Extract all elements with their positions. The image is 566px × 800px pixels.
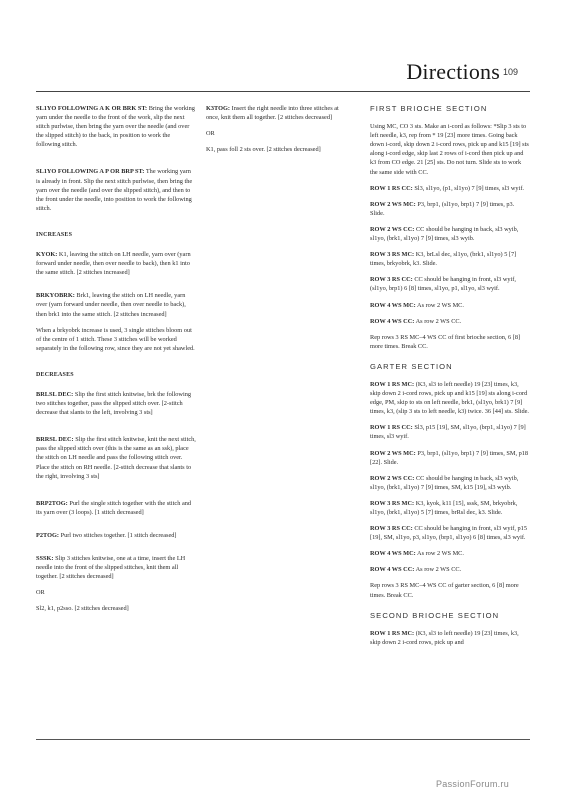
column-middle (206, 104, 352, 161)
definition-brkyobrk: BRKYOBRK: Brk1, leaving the stitch on LH needle, yarn over (yarn forward under needle, then over needle to back), then brk1 into the same stitch. [2 stitches increased] (36, 292, 186, 318)
definition-sl1yo-knit: SL1YO FOLLOWING A K OR BRK ST: Bring the working yarn under the needle to the front of the work, slip the next stitch purlwise, then bring the yarn over the needle (and over the slipped stitch) to the back, in position to work the following stitch. (36, 105, 195, 149)
or-label: OR (206, 130, 215, 138)
column-right (370, 104, 530, 654)
instruction-row: ROW 3 RS MC: K3, kyok, k11 [15], sssk, SM, brkyobrk, sl1yo, (brk1, sl1yo) 5 [7] times, brRsl dec, k3. Slide. (370, 499, 518, 516)
instruction-row: ROW 4 WS MC: As row 2 WS MC. (370, 301, 464, 309)
instruction-row: ROW 4 WS CC: As row 2 WS CC. (370, 317, 462, 325)
instruction-row: ROW 3 RS CC: CC should be hanging in front, sl3 wyif, (sl1yo, brp1) 6 [8] times, sl1yo, p1, sl1yo, sl3 wyif. (370, 276, 516, 293)
instruction-row: ROW 2 WS MC: P3, brp1, (sl1yo, brp1) 7 [9] times, p3. Slide. (370, 200, 515, 217)
definition-p2tog: P2TOG: Purl two stitches together. [1 stitch decreased] (36, 531, 177, 539)
instruction-row: ROW 1 RS MC: (K3, sl3 to left needle) 19 [23] times, k3, skip down 2 i-cord rows, pick up and (370, 629, 519, 646)
instruction-row: ROW 1 RS CC: Sl3, p15 [19], SM, sl1yo, (brp1, sl1yo) 7 [9] times, sl3 wyif. (370, 424, 526, 441)
watermark: PassionForum.ru (436, 779, 510, 789)
instruction-row: ROW 3 RS MC: K3, brLsl dec, sl1yo, (brk1, sl1yo) 5 [7] times, brkyobrk, k3. Slide. (370, 251, 517, 268)
instruction-row: ROW 3 RS CC: CC should be hanging in front, sl3 wyif, p15 [19], SM, sl1yo, p3, sl1yo, (brp1, sl1yo) 6 [8] times, sl3 wyif. (370, 525, 527, 542)
instruction-row: ROW 4 WS MC: As row 2 WS MC. (370, 550, 464, 558)
section-heading-first-brioche: FIRST BRIOCHE SECTION (370, 104, 488, 113)
header-rule (36, 91, 530, 92)
definition-brp2tog: BRP2TOG: Purl the single stitch together with the stitch and its yarn over (3 loops). [1 stitch decreased] (36, 499, 192, 516)
page-title: Directions (406, 59, 500, 84)
definition-sssk: SSSK: Slip 3 stitches knitwise, one at a time, insert the LH needle into the front of the slipped stitches, knit them all together. [2 stitches decreased] (36, 555, 186, 581)
instruction-row: ROW 2 WS CC: CC should be hanging in back, sl3 wyib, sl1yo, (brk1, sl1yo) 7 [9] times, sl3 wyib. (370, 225, 519, 243)
instruction-row: ROW 2 WS MC: P3, brp1, (sl1yo, brp1) 7 [9] times, SM, p18 [22]. Slide. (370, 449, 529, 466)
instruction-row: ROW 2 WS CC: CC should be hanging in back, sl3 wyib, sl1yo, (brk1, sl1yo) 7 [9] times, SM, k15 [19], sl3 wyib. (370, 474, 519, 491)
instruction-row: ROW 4 WS CC: As row 2 WS CC. (370, 566, 462, 574)
first-brioche-intro: Using MC, CO 3 sts. Make an i-cord as follows: *Slip 3 sts to left needle, k3, rep from * 19 [23] more times. Going back down i-cord, skip down 2 i-cord rows, pick up and k15 [19] sts along i-cord edge, skip last 2 rows of i-cord then pick up and k3 from CO edge. 21 [25] sts. Do not turn. Slide sts to work the same side with CC. (370, 123, 529, 176)
or-label: OR (36, 589, 45, 597)
definition-sssk-alt: Sl2, k1, p2sso. [2 stitches decreased] (36, 605, 129, 613)
definition-k3tog-alt: K1, pass foll 2 sts over. [2 stitches decreased] (206, 146, 321, 154)
instruction-row: ROW 1 RS CC: Sl3, sl1yo, (p1, sl1yo) 7 [9] times, sl3 wyif. (370, 184, 524, 192)
garter-outro: Rep rows 3 RS MC–4 WS CC of garter section, 6 [8] more times. Break CC. (370, 582, 519, 599)
page-number: 109 (503, 67, 519, 77)
definition-sl1yo-purl: SL1YO FOLLOWING A P OR BRP ST: The working yarn is already in front. Slip the next stitch purlwise, then bring the yarn over the needle (and over the slipped stitch), and then to the front under the needle, into position to work the following stitch. (36, 168, 193, 212)
definition-brrsl-dec: BRRSL DEC: Slip the first stitch knitwise, knit the next stitch, pass the slipped stitch over (this is the same as an ssk), place the stitch on LH needle and pass the following stitch over. Place the stitch on RH needle. [2-stitch decrease that slants to the right, involving 3 sts] (36, 436, 196, 480)
brkyobrk-note: When a brkyobrk increase is used, 3 single stitches bloom out of the centre of 1 stitch. These 3 stitches will be worked separately in the following row, since they are not yet shawled. (36, 326, 195, 352)
definition-k3tog: K3TOG: Insert the right needle into three stitches at once, knit them all together. [2 stitches decreased] (206, 105, 339, 122)
definition-kyok: KYOK: K1, leaving the stitch on LH needle, yarn over (yarn forward under needle, then over needle to back), then k1 into the same stitch. [2 stitches increased] (36, 251, 191, 277)
increases-heading: INCREASES (36, 231, 73, 238)
footer-rule (36, 739, 530, 740)
first-brioche-outro: Rep rows 3 RS MC–4 WS CC of first brioche section, 6 [8] more times. Break CC. (370, 333, 521, 350)
instruction-row: ROW 1 RS MC: (K3, sl3 to left needle) 19 [23] times, k3, skip down 2 i-cord rows, pick up and k15 [19] sts along i-cord edge, PM, skip to sts on left needle, brk1, (sl1yo, brk1) 7 [9] times, k3, (slip 3 sts to left needle, k3) twice. 36 [44] sts. Slide. (370, 380, 529, 416)
section-heading-second-brioche: SECOND BRIOCHE SECTION (370, 610, 500, 620)
definition-brlsl-dec: BRLSL DEC: Slip the first stitch knitwise, brk the following two stitches together, pass the slipped stitch over. [2-stitch decrease that slants to the left, involving 3 sts] (36, 390, 191, 417)
decreases-heading: DECREASES (36, 371, 74, 378)
section-heading-garter: GARTER SECTION (370, 361, 453, 371)
column-left (36, 104, 196, 620)
